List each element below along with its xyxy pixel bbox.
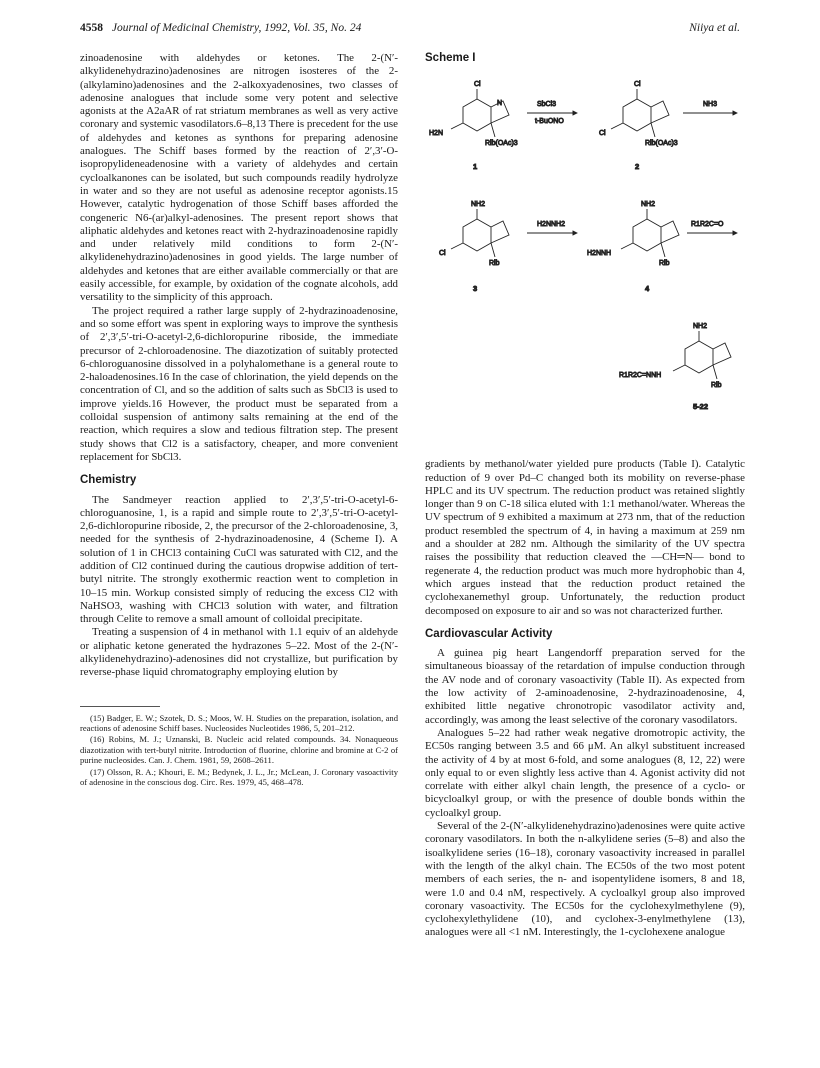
cl-label-1: Cl	[474, 81, 481, 89]
scheme-svg	[425, 69, 745, 454]
reference-17: (17) Olsson, R. A.; Khouri, E. M.; Bedynek, J. L., Jr.; McLean, J. Coronary vasoactivity of adenosine in the conscious dog. Circ. Res. 1979, 45, 468–478.	[80, 766, 398, 788]
reagent-sbcl3: SbCl3	[537, 101, 557, 109]
intro-paragraph-continued: zinoadenosine with aldehydes or ketones. The 2-(N′-alkylidenehydrazino)adenosines are nitrogen isosteres of the 2-(alkylamino)adenosines and the 2-alkoxyadenosines, two classes of adenosine analogues that include some very potent and selective agonists at the A2aAR of rat striatum membranes as well as very active coronary and systemic vasodilators.6–8,13 There is precedent for the use of aldehydes and ketones as synthons for preparing adenosine analogues. The Schiff bases formed by the reaction of 2′,3′-O-isopropylideneadenosine with a variety of aldehydes and certain cycloalkanones can be isolated, but such compounds readily hydrolyze in water and so they are not useful as adenosine receptor agonists.15 However, catalytic hydrogenation of those Schiff bases afforded the congeneric N6-(ar)alkyl-adenosines. The present report shows that aliphatic aldehydes and ketones react with 2-hydrazinoadenosine rapidly and under relatively mild conditions to form 2-(N′-alkylidenehydrazino)adenosines in good yields. The large number of aldehydes and ketones that are either available commercially or that are easily accessible, for example, by oxidation of the cognate alcohols, add versatility to the simplicity of this approach.	[80, 52, 398, 304]
chemistry-heading: Chemistry	[80, 474, 137, 487]
rib-oac-label-1: Rib(OAc)3	[485, 140, 518, 148]
compound-2-structure	[599, 81, 678, 147]
scheme-title: Scheme I	[425, 52, 476, 64]
reference-15: (15) Badger, E. W.; Szotek, D. S.; Moos, W. H. Studies on the preparation, isolation, and reactions of adenosine Schiff bases. Nucleosides Nucleotides 1986, 5, 201–212.	[80, 712, 398, 734]
nh2-label-4: NH2	[641, 201, 656, 209]
cardiovascular-heading: Cardiovascular Activity	[425, 627, 553, 640]
cl-label-2a: Cl	[634, 81, 641, 89]
reagent-ketone: R1R2C=O	[691, 221, 724, 229]
compound-4-structure	[587, 201, 679, 267]
left-column	[80, 52, 398, 789]
chemistry-paragraph-2: Treating a suspension of 4 in methanol with 1.1 equiv of an aldehyde or aliphatic ketone generated the hydrazones 5–22. Most of the 2-(N′-alkylidenehydrazino)-adenosines did not crystallize, but purification by reverse-phase liquid chromatography employing elution by	[80, 626, 398, 679]
reduction-paragraph: gradients by methanol/water yielded pure products (Table I). Catalytic reduction of 9 over Pd–C changed both its mobility on reverse-phase HPLC and its UV spectrum. The reduction product was retained slightly longer than 9 on C-18 silica eluted with 1:1 methanol/water. Whereas the UV spectrum of 9 exhibited a maximum at 273 nm, that of the reduction product resembled the spectrum of 4, in having a maximum at 259 nm and a shoulder at 282 nm. Although the similarity of the UV spectra raises the possibility that reduction cleaved the —CH═N— bond to regenerate 4, the reduction product was much more hydrophobic than 4, which argues instead that the reduction product retained the cyclohexanemethyl group. Unfortunately, the reduction product decomposed on exposure to air and so was not characterized further.	[425, 458, 745, 617]
h2nnh-label: H2NNH	[587, 250, 612, 258]
compound-5-22-structure	[619, 323, 731, 389]
cl-label-3: Cl	[439, 250, 446, 258]
synthesis-paragraph: The project required a rather large supply of 2-hydrazinoadenosine, and so some effort was spent in exploring ways to improve the synthesis of 2′,3′,5′-tri-O-acetyl-2,6-dichloropurine riboside, the immediate precursor of 2-chloroadenosine. The diazotization of suitably protected 6-chloroguanosine dissolved in a polyhalomethane is a general route to 2-haloadenosines.16 In the case of chlorination, the yield depends on the concentration of Cl, and so the addition of salts such as SbCl3 is used to improve yields.16 However, the product must be separated from a colloidal suspension of antimony salts remaining at the end of the reaction, which requires a slow and tedious filtration step. The present study shows that Cl2 is a satisfactory, cheaper, and more convenient replacement for SbCl3.	[80, 304, 398, 463]
compound-label-3: 3	[473, 284, 478, 294]
compound-1-structure	[429, 81, 518, 147]
r1r2c-nnh-label: R1R2C=NNH	[619, 372, 662, 380]
reference-list	[80, 713, 398, 788]
compound-label-4: 4	[645, 284, 650, 294]
scheme-i-diagram	[425, 69, 745, 454]
reagent-h2nnh2: H2NNH2	[537, 221, 566, 229]
footnote-rule	[80, 706, 160, 707]
right-column	[425, 52, 745, 940]
nh2-label-3: NH2	[471, 201, 486, 209]
cardio-paragraph-3: Several of the 2-(N′-alkylidenehydrazino)adenosines were quite active coronary vasodilators. In both the n-alkylidene series (5–8) and also the isoalkylidene series (16–18), coronary vasoactivity increased in parallel with the length of the alkyl chain. The EC50s of the two most potent members of each series, the n- and isopentylidene isomers, 8 and 18, were 1.0 and 0.4 nM, respectively. A cycloalkyl group also improved coronary vasoactivity. The EC50s for the cyclohexylmethylene (9), cyclohexylethylidene (10), and cyclohex-3-enylmethylene (13), analogues were all <1 nM. Interestingly, the 1-cyclohexene analogue	[425, 820, 745, 939]
compound-label-2: 2	[635, 162, 640, 172]
rib-label-5: Rib	[711, 382, 722, 390]
rib-oac-label-2: Rib(OAc)3	[645, 140, 678, 148]
page-number: 4558	[80, 22, 103, 34]
running-header	[80, 22, 740, 40]
cl-label-2b: Cl	[599, 130, 606, 138]
rib-label-4: Rib	[659, 260, 670, 268]
n-label-1: N	[497, 100, 503, 108]
compound-label-1: 1	[473, 162, 478, 172]
compound-3-structure	[439, 201, 509, 267]
reference-16: (16) Robins, M. J.; Uznanski, B. Nucleic acid related compounds. 34. Nonaqueous diazotization with tert-butyl nitrite. Introduction of fluorine, chlorine and bromine at C-2 of purine nucleosides. Can. J. Chem. 1981, 59, 2608–2611.	[80, 734, 398, 766]
chemistry-paragraph-1: The Sandmeyer reaction applied to 2′,3′,5′-tri-O-acetyl-6-chloroguanosine, 1, is a rapid and simple route to 2′,3′,5′-tri-O-acetyl-2,6-dichloropurine riboside, 2, the precursor of the 2-chloroadenosine, 3, needed for the synthesis of 2-hydrazinoadenosine, 4 (Scheme I). A solution of 1 in CHCl3 containing CuCl was saturated with Cl2, and the addition of Cl2 continued during the cautious dropwise addition of tert-butyl nitrite. The strongly exothermic reaction went to completion in 10–15 min. Workup consisted simply of reducing the excess Cl2 with NaHSO3, washing with CHCl3 solution with water, and filtration through Celite to remove a small amount of colloidal precipitate.	[80, 493, 398, 626]
running-authors: Niiya et al.	[689, 22, 740, 34]
reagent-tbuono: t-BuONO	[535, 118, 564, 126]
nh2-label-5: NH2	[693, 323, 708, 331]
cardio-paragraph-2: Analogues 5–22 had rather weak negative dromotropic activity, the EC50s ranging between 3.5 and 66 μM. An alkyl substituent increased the activity of 4 by at most 6-fold, and some analogues (8, 12, 22) were only equal to or even slightly less active than 4. Agonist activity did not correlate with either alkyl chain length, the presence of a cyclo- or bicycloalkyl group, or with the presence of double bonds within the cycloalkyl group.	[425, 726, 745, 819]
compound-label-5-22: 5-22	[693, 402, 709, 412]
h2n-label: H2N	[429, 130, 444, 138]
reagent-nh3: NH3	[703, 101, 718, 109]
rib-label-3: Rib	[489, 260, 500, 268]
right-column-text	[425, 458, 745, 939]
journal-citation: Journal of Medicinal Chemistry, 1992, Vol. 35, No. 24	[111, 22, 362, 34]
cardio-paragraph-1: A guinea pig heart Langendorff preparation served for the simultaneous bioassay of the retardation of impulse conduction through the AV node and of coronary vasoactivity (Table II). As expected from the low activity of 2-aminoadenosine, 2-hydrazinoadenosine, 4, exhibited little negative chronotropic vasodilator activity and, accordingly, was among the least selective of the coronary vasodilators.	[425, 647, 745, 726]
